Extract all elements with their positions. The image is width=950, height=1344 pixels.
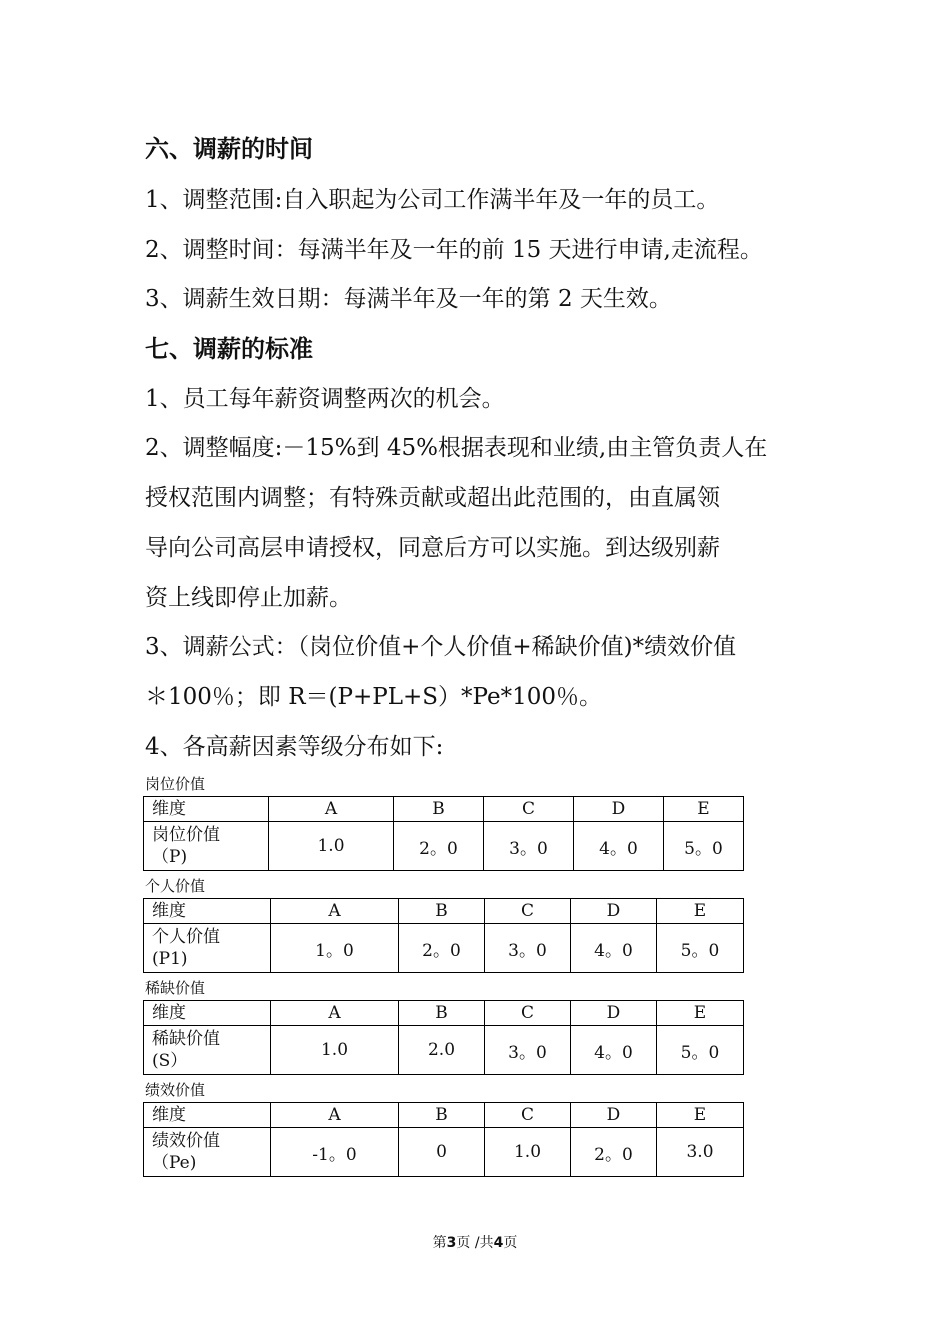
section-7-line-6: 3、调薪公式：（岗位价值+个人价值+稀缺价值)*绩效价值 <box>145 634 737 660</box>
header-cell: B <box>399 1001 485 1026</box>
header-cell: B <box>399 899 485 924</box>
section-7-line-2: 2、调整幅度:－15%到 45%根据表现和业绩,由主管负责人在 <box>145 435 768 461</box>
table-row <box>144 822 744 871</box>
row-label <box>144 924 271 973</box>
header-cell: C <box>485 899 571 924</box>
section-7-line-7: ＊100％；即 R＝(P+PL+S）*Pe*100％。 <box>145 684 602 710</box>
row-label-line: （Pe) <box>152 1153 197 1173</box>
value-cell: 4。0 <box>571 1026 657 1075</box>
footer-total-pages: 4 <box>493 1235 504 1251</box>
header-cell: 维度 <box>144 1001 271 1026</box>
value-cell: 4。0 <box>574 822 664 871</box>
row-label-line: （P) <box>152 847 188 867</box>
table-caption: 稀缺价值 <box>145 979 206 997</box>
header-cell: D <box>571 899 657 924</box>
value-table-personal <box>143 898 744 973</box>
row-label-line: 稀缺价值 <box>152 1029 220 1049</box>
header-cell: C <box>485 1001 571 1026</box>
page-footer <box>0 1232 950 1252</box>
section-6-line-2: 2、调整时间：每满半年及一年的前 15 天进行申请,走流程。 <box>145 237 763 263</box>
header-cell: A <box>271 1103 399 1128</box>
section-7-line-5: 资上线即停止加薪。 <box>145 585 352 611</box>
section-6-line-1: 1、调整范围:自入职起为公司工作满半年及一年的员工。 <box>145 187 720 213</box>
footer-prefix: 第 <box>432 1235 447 1251</box>
footer-suffix: 页 <box>503 1235 518 1251</box>
table-row <box>144 924 744 973</box>
table-header-row <box>144 797 744 822</box>
header-cell: A <box>271 899 399 924</box>
section-6-line-3: 3、调薪生效日期：每满半年及一年的第 2 天生效。 <box>145 286 672 312</box>
header-cell: D <box>574 797 664 822</box>
header-cell: B <box>399 1103 485 1128</box>
footer-current-page: 3 <box>446 1235 457 1251</box>
header-cell: A <box>271 1001 399 1026</box>
table-caption: 个人价值 <box>145 877 206 895</box>
table-row <box>144 1026 744 1075</box>
value-table-position <box>143 796 744 871</box>
value-cell: 3。0 <box>485 1026 571 1075</box>
header-cell: B <box>394 797 484 822</box>
value-cell: 1.0 <box>485 1128 571 1177</box>
table-header-row <box>144 1001 744 1026</box>
value-cell: 0 <box>399 1128 485 1177</box>
footer-mid: 页 /共 <box>456 1235 494 1251</box>
section-7-title: 七、调薪的标准 <box>145 334 313 363</box>
section-7-line-3: 授权范围内调整；有特殊贡献或超出此范围的，由直属领 <box>145 485 720 511</box>
row-label-line: 个人价值 <box>152 927 220 947</box>
header-cell: 维度 <box>144 797 269 822</box>
value-table-scarcity <box>143 1000 744 1075</box>
row-label-line: (P1) <box>152 949 188 969</box>
value-cell: 3。0 <box>485 924 571 973</box>
table-caption: 岗位价值 <box>145 775 206 793</box>
value-cell: 5。0 <box>657 924 744 973</box>
header-cell: C <box>484 797 574 822</box>
row-label-line: 绩效价值 <box>152 1131 220 1151</box>
value-cell: 3。0 <box>484 822 574 871</box>
value-cell: 2。0 <box>571 1128 657 1177</box>
value-cell: 4。0 <box>571 924 657 973</box>
row-label <box>144 1026 271 1075</box>
value-cell: 2.0 <box>399 1026 485 1075</box>
table-header-row <box>144 1103 744 1128</box>
value-cell: 1.0 <box>271 1026 399 1075</box>
header-cell: D <box>571 1103 657 1128</box>
header-cell: 维度 <box>144 1103 271 1128</box>
table-caption: 绩效价值 <box>145 1081 206 1099</box>
row-label <box>144 822 269 871</box>
value-cell: 2。0 <box>399 924 485 973</box>
value-cell: 1.0 <box>269 822 394 871</box>
section-7-line-1: 1、员工每年薪资调整两次的机会。 <box>145 386 505 412</box>
header-cell: A <box>269 797 394 822</box>
header-cell: C <box>485 1103 571 1128</box>
section-7-line-4: 导向公司高层申请授权，同意后方可以实施。到达级别薪 <box>145 535 720 561</box>
section-7-line-8: 4、各高薪因素等级分布如下: <box>145 734 444 760</box>
value-cell: 5。0 <box>657 1026 744 1075</box>
header-cell: 维度 <box>144 899 271 924</box>
row-label-line: (S） <box>152 1051 188 1071</box>
row-label-line: 岗位价值 <box>152 825 220 845</box>
value-cell: 5。0 <box>664 822 744 871</box>
value-cell: -1。0 <box>271 1128 399 1177</box>
header-cell: E <box>657 1001 744 1026</box>
value-cell: 3.0 <box>657 1128 744 1177</box>
value-cell: 1。0 <box>271 924 399 973</box>
table-header-row <box>144 899 744 924</box>
value-table-performance <box>143 1102 744 1177</box>
section-6-title: 六、调薪的时间 <box>145 134 313 163</box>
row-label <box>144 1128 271 1177</box>
header-cell: D <box>571 1001 657 1026</box>
table-row <box>144 1128 744 1177</box>
header-cell: E <box>664 797 744 822</box>
value-cell: 2。0 <box>394 822 484 871</box>
header-cell: E <box>657 1103 744 1128</box>
header-cell: E <box>657 899 744 924</box>
